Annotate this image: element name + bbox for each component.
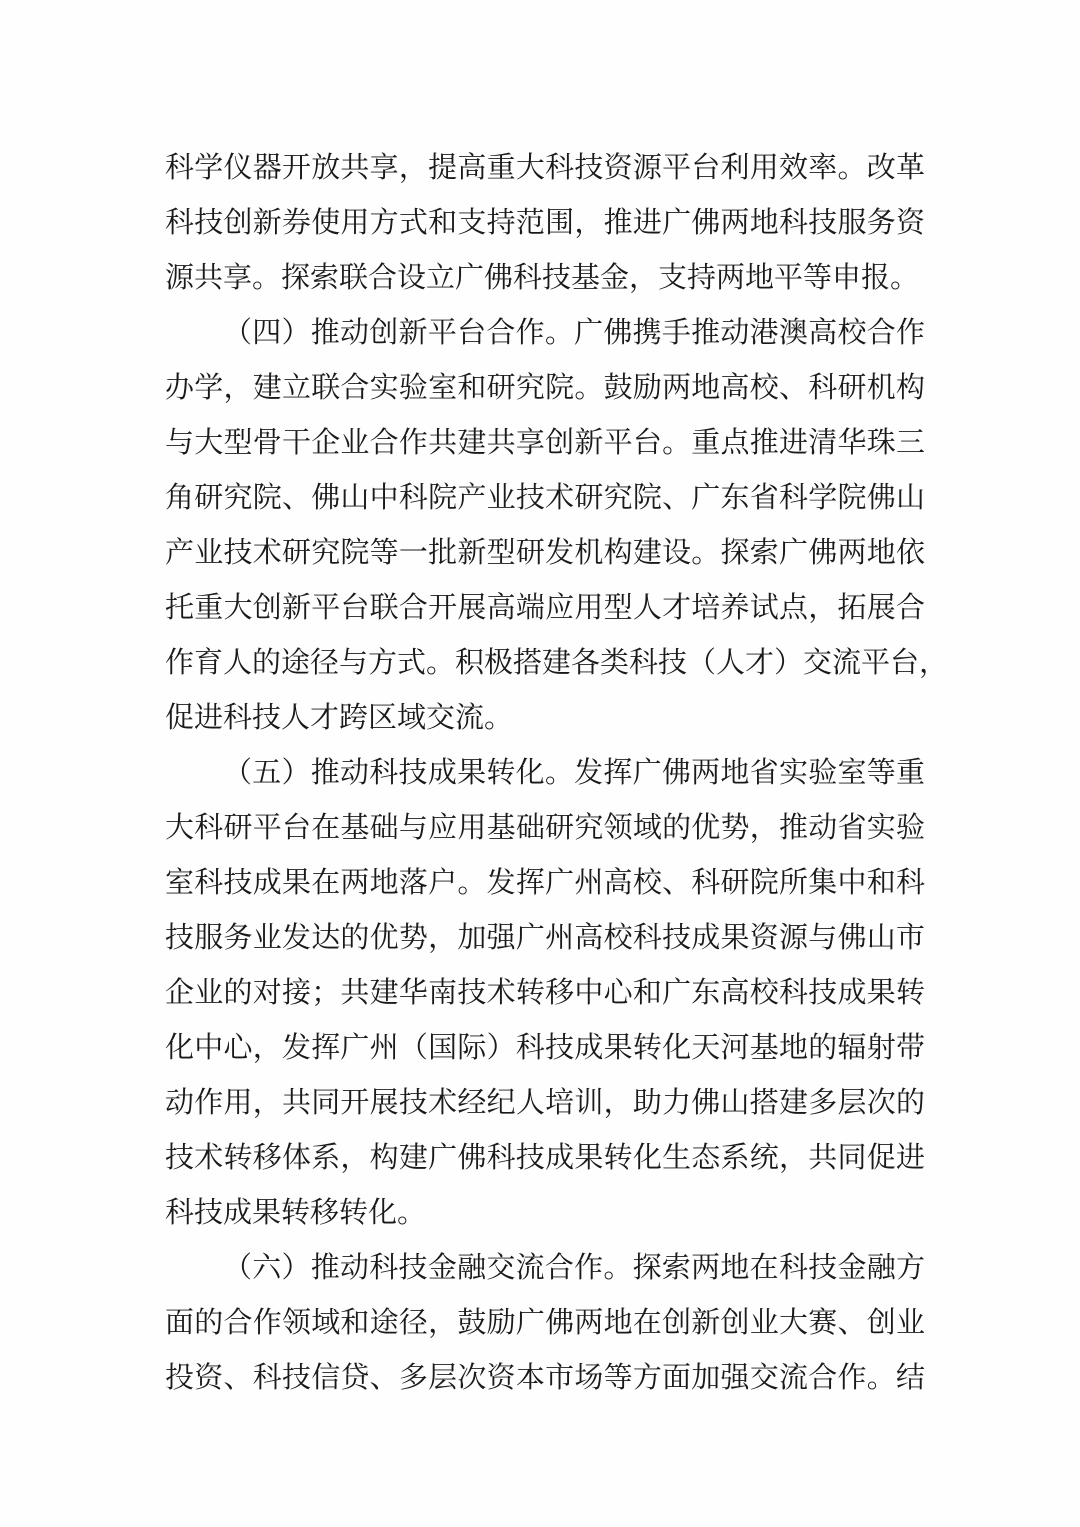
text-line: 室科技成果在两地落户。发挥广州高校、科研院所集中和科 bbox=[165, 865, 925, 899]
text-line: 托重大创新平台联合开展高端应用型人才培养试点，拓展合 bbox=[165, 590, 925, 624]
text-line: 角研究院、佛山中科院产业技术研究院、广东省科学院佛山 bbox=[165, 480, 925, 514]
text-line: 办学，建立联合实验室和研究院。鼓励两地高校、科研机构 bbox=[165, 370, 925, 404]
text-line: 企业的对接；共建华南技术转移中心和广东高校科技成果转 bbox=[165, 975, 925, 1009]
text-line: 动作用，共同开展技术经纪人培训，助力佛山搭建多层次的 bbox=[165, 1085, 925, 1119]
text-line: 作育人的途径与方式。积极搭建各类科技（人才）交流平台， bbox=[165, 645, 949, 679]
text-line: 化中心，发挥广州（国际）科技成果转化天河基地的辐射带 bbox=[165, 1030, 925, 1064]
text-line: 源共享。探索联合设立广佛科技基金，支持两地平等申报。 bbox=[165, 260, 920, 294]
paragraph-first-line: （六）推动科技金融交流合作。探索两地在科技金融方 bbox=[223, 1250, 925, 1284]
text-line: 面的合作领域和途径，鼓励广佛两地在创新创业大赛、创业 bbox=[165, 1305, 925, 1339]
paragraph-first-line: （四）推动创新平台合作。广佛携手推动港澳高校合作 bbox=[223, 315, 925, 349]
text-line: 科技成果转移转化。 bbox=[165, 1195, 427, 1229]
text-line: 产业技术研究院等一批新型研发机构建设。探索广佛两地依 bbox=[165, 535, 925, 569]
text-line: 促进科技人才跨区域交流。 bbox=[165, 700, 514, 734]
document-body bbox=[165, 140, 949, 1405]
text-line: 科学仪器开放共享，提高重大科技资源平台利用效率。改革 bbox=[165, 150, 925, 184]
text-line: 与大型骨干企业合作共建共享创新平台。重点推进清华珠三 bbox=[165, 425, 925, 459]
text-line: 技服务业发达的优势，加强广州高校科技成果资源与佛山市 bbox=[165, 920, 925, 954]
text-line: 大科研平台在基础与应用基础研究领域的优势，推动省实验 bbox=[165, 810, 925, 844]
paragraph-first-line: （五）推动科技成果转化。发挥广佛两地省实验室等重 bbox=[223, 755, 925, 789]
text-line: 投资、科技信贷、多层次资本市场等方面加强交流合作。结 bbox=[165, 1360, 925, 1394]
text-line: 科技创新券使用方式和支持范围，推进广佛两地科技服务资 bbox=[165, 205, 925, 239]
text-line: 技术转移体系，构建广佛科技成果转化生态系统，共同促进 bbox=[165, 1140, 925, 1174]
